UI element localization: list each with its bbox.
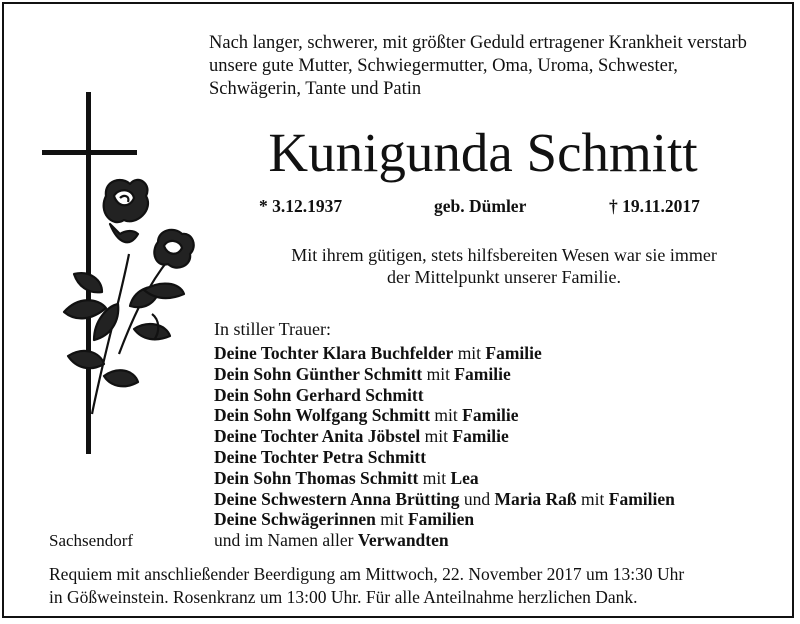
mourner-row: Deine Schwestern Anna Brütting und Maria Raß mit Familien xyxy=(214,488,675,509)
quote-line: Mit ihrem gütigen, stets hilfsbereiten Wesen war sie immer xyxy=(291,245,717,265)
mourner-row: Dein Sohn Wolfgang Schmitt mit Familie xyxy=(214,405,519,426)
service-info xyxy=(49,563,769,609)
intro-text xyxy=(209,32,779,101)
obituary-card xyxy=(2,2,794,618)
mourner-row: Deine Tochter Klara Buchfelder mit Familie xyxy=(214,343,542,363)
intro-line: unsere gute Mutter, Schwiegermutter, Oma, Uroma, Schwester, xyxy=(209,56,678,76)
mourner-row: Deine Tochter Anita Jöbstel mit Familie xyxy=(214,426,509,447)
rose-icon xyxy=(64,180,194,414)
intro-line: Nach langer, schwerer, mit größter Geduld ertragener Krankheit verstarb xyxy=(209,33,747,53)
mourner-row: und im Namen aller Verwandten xyxy=(214,530,449,551)
memorial-quote xyxy=(234,244,774,288)
mourner-row: Deine Tochter Petra Schmitt xyxy=(214,446,427,467)
mourner-row: Deine Schwägerinnen mit Familien xyxy=(214,509,475,530)
intro-line: Schwägerin, Tante und Patin xyxy=(209,79,422,99)
death-date: † 19.11.2017 xyxy=(609,196,700,216)
place-name: Sachsendorf xyxy=(49,531,134,550)
mourner-row: Dein Sohn Günther Schmitt mit Familie xyxy=(214,363,511,384)
mourner-row: Dein Sohn Thomas Schmitt mit Lea xyxy=(214,467,479,488)
birth-date: * 3.12.1937 xyxy=(259,196,343,216)
service-line: Requiem mit anschließender Beerdigung am Mittwoch, 22. November 2017 um 13:30 Uhr xyxy=(49,564,685,584)
mourning-label: In stiller Trauer: xyxy=(214,319,331,339)
quote-line: der Mittelpunkt unserer Familie. xyxy=(387,267,621,287)
maiden-name: geb. Dümler xyxy=(434,196,527,216)
deceased-name: Kunigunda Schmitt xyxy=(268,122,698,183)
mourner-row: Dein Sohn Gerhard Schmitt xyxy=(214,384,424,405)
service-line: in Gößweinstein. Rosenkranz um 13:00 Uhr. Für alle Anteilnahme herzlichen Dank. xyxy=(49,587,638,607)
mourner-list xyxy=(214,343,675,551)
